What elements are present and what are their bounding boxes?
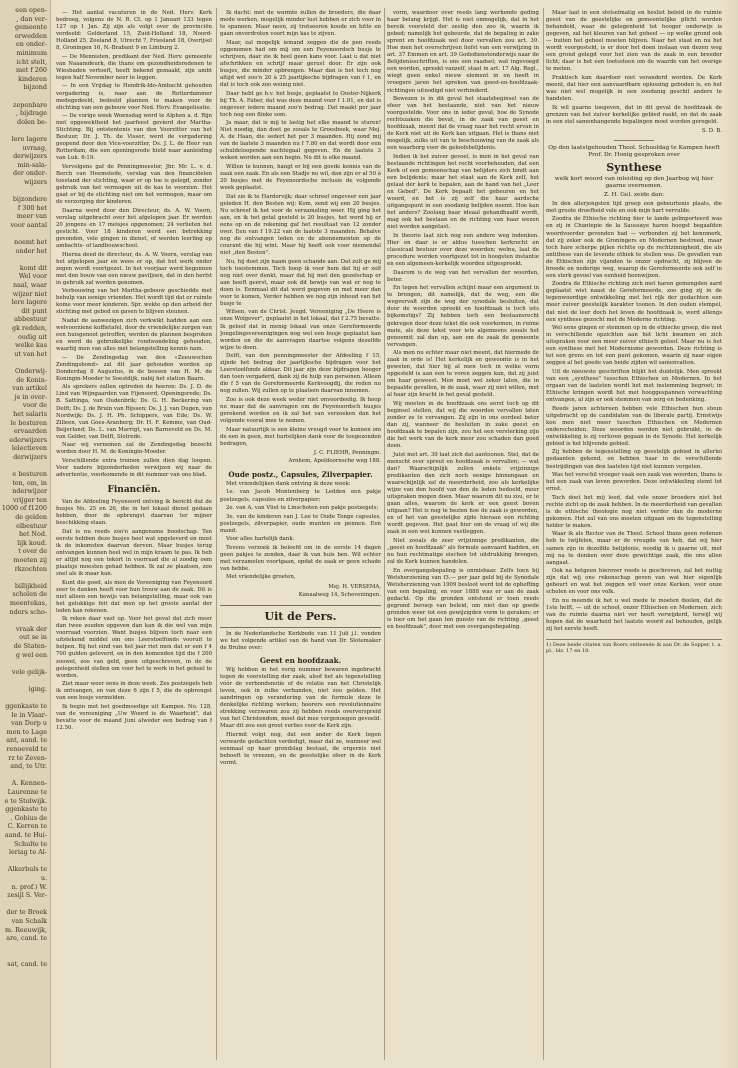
press-intro: In de Nederlandsche Kerkbode van 11 Juli j.l. vonden we het volgende artikel van de hand van Dr. Slotemaker de Bruïne over: xyxy=(220,630,381,651)
finance-paragraph: Delft, van den penningmeester der Afdeeling f 15, zijnde het bedrag der jaarlijksche bijdragen voor het Leerstoelfonds aldaar. Dit jaar zijn deze bijdragen hooger dan toen vergaderd, dank zij de hulp van personen. Alleen die f 5 van de Gereformeerde Kerkvoogdij, die reden nu nog zullen. Wij zullen op te plaatsen daarvan innemen. xyxy=(220,353,381,395)
finance-paragraph: Zoo is ook deze week weder niet onvoordeelig. Ik hoop nu maar dat de aanvragen om de Feyenoordsch busjes gerekend worden en ik zal het van verzoeken dan het volgende vooral mee te nemen. xyxy=(220,396,381,425)
lecture-paragraph: Zoodra de Ethische richting hier te lande geïmporteerd was en zij in Chantepie de la Saussaye haren hoogst begaafden woordvoerder gevonden had — verbonden zij het kennmerk, dat zij zeker ook de Groningers en Modernen bestreed, maar toch hare scherpe pijlen richtte op de rechtzinnigheid, die als antithese van de levende ethiek te stellen was. De gevallen van de Ethischen zijn vijanden te onzer opdracht, zij blijven de breede en nederige weg, waarop de Gereformeerde ook zelf in een sterk gevoel van eenheid heenwijzen. xyxy=(546,216,722,279)
postzegel-item: Voor alles hartelijk dank. xyxy=(226,536,295,543)
article-paragraph: Indien ik het zuiver gevoel, is men in het geval van bestaande richtingen het recht voorbehouden, dat een Kerk of een gemeenschap van belijders zich bindt aan een belijdenis; maar het staat aan de Kerk zelf, het gelaat der kerk te bepalen, aan de hand van het „Leer en Gebed". De Kerk bepaalt het gebeuren en het woord, en het is zij zelf die haar aardsche uitgangspunt in een zoodanig belijden neemt. Hoe kan het anders? Zoolang haar ideaal gehandhaafd wordt, mag ook het bestaan en de richting van haar wezen niet worden aangetast. xyxy=(387,153,539,231)
lecture-intro: Op den laatstgehouden Theol. Schooldag te Kampen heeft Prof. Dr. Honig gesproken over xyxy=(548,144,720,158)
article-paragraph: In theorie laat zich nog een andere weg indenken. Hier en daar is er aldus tusschen kerkrecht en classicaal bestuur over deze woorden; welnu, laat de procedure worden voortgezet tot in hoogsten instantie en een algemeen-kerkelijk woorden uitgespreekt. xyxy=(387,232,539,268)
lecture-paragraph: Zoodra de Ethische richting zich met haren gemengden aard geplaatst wist naast de Gereformeerde, zoo ging zij in de tegenwoordige ontwikkeling met het rijk der gedachten een meer zuiver geestelijk karakter toonen. In den ouden stempel, dat niet de leer doch het leven de hoofdzaak is, werd allengs een synthese gezocht met de Moderne richting. xyxy=(546,281,722,323)
previous-page-edge xyxy=(0,0,51,1068)
finance-paragraph: Dat is nu reeds zoo'n aangename boodschap. Ten eerste hebben deze busjes heel wat opgeleverd en most ik de inkomsten daarvan derven. Maar busjes terug ontvangen kunnen heel wel in mijn kraam te pas. Ik heb er altijd nog een tekort in voorraad die al zoodig oem plaatsje moesten gehad hebben. Ik zal ze plaatsen, zoo snel als ik maar kan. xyxy=(56,528,212,577)
news-item: Verbouwing van het Martha-gebouw geschiedde met behulp van eenige vrienden. Het wordt tijd dat er ruimte kome voor meer kinderen. Spr. wekte op den arbeid der stichting met gebed en gaven te blijven steunen. xyxy=(56,288,212,316)
finance-paragraph: Maar, zal mogelijk iemand zeggen die de pen reeds opgenomen had om mij om een Feyenoordsch busje te schrijven, daar zie ik heel geen kans voor. Laat u dat niet afschrikken en schrijf maar gerust door. Er zijn ook busjes, die minder opbrengen. Maar dan is het toch nog altijd wel zoo'n 20 à 25 jaarlijksche bijdragen van f 1, en dat is toch ook zoo weinig niet. xyxy=(220,39,381,88)
news-item: Als sprekers zullen optreden de heeren: Ds. J. D. de Lind van Wijngaarden van Fijenoord, Openingsrede; Ds. B. Sattinga, van Oudenbrik; Ds. G. H. Beckering van Delft; Ds. J. de Bruin van Rijssen; Ds. J. J. van Dugen, van Nordwijk; Ds. J. H. Ph. Schippers, van Ede; Ds. W. Zilleen, van Goes-Aranberg; Dr. H. F. Kemme, van Oud-Beijerland; Ds. L. van Marrigt, van Barneveld en Ds. M. van Gelder, van Delft, Slotrede. xyxy=(56,384,212,440)
footnote: 1) Deze beide citaten van Boers ontleende ik aan Dr. de Sopper, t. a. pl., blz. 17 en 18. xyxy=(546,639,722,655)
article-paragraph: Daarom is de weg van het vervallen der woorden, beter. xyxy=(387,269,539,283)
lecture-paragraph: Wel eens gingen er stemmen op in de ethische groep, die niet in verschillende opzichten aan het licht kwamen en zich uitspraken voor een meer zuiver ethisch geloof. Maar nu is het een synthese met het Modernisme geworden. Deze richting is tot een grens en tot een punt gekomen, waarin zij naar eigen zeggen al het goede van beide zijden wil samenvatten. xyxy=(546,325,722,367)
news-item: — De Zendingsdag van den «Zeeuwschen Zendingsbond» zal dit jaar gehouden worden op Donderdag 8 Augustus, in de bossen van H. M. de Koningin-Moeder te Soestdijk, nabij het station Baarn. xyxy=(56,354,212,382)
article-paragraph: Niet zooals de zeer vrijzinnige predikanten, die „geest en hoofdzaak" als formule aanvaard hadden, en nu hun rechtmatige eischen tot uitdrukking brengen, zal de Kerk kunnen handelen. xyxy=(387,537,539,566)
article-paragraph: vorm, waardoor over reeds lang werkende geding haar belang krijgt. Het is niet onmogelijk, dat in het bereik voorsteld der zestig den zoo ik, waarin ik gebed; namelijk het gebeurde, dat de bepaling in zake sprent en hoofdzaak wel door vervallen zou art. 39. Hoe men het overschrijven liefst van een verwijzing in art. 37 Emmen en art. 39 Godsdienstonderwijs naar de Belijdenisschriften, is ons een raadsel; wat ingevoegd een worden, spreekt vanzelf, staat in art. 17 Alg. Regl., wiegt geen enkel nieuw element in en heeft in vroegere jaren het spreken van geest-en-hoofdzaak-richtingen uitnodigd niet verhinderd. xyxy=(387,10,539,94)
finance-paragraph: Maar natuurlijk is een kleine vreugd voor te kunnen om de een in geen, met hartelijken dank voor de toegezonden bedragen, xyxy=(220,426,381,447)
column-2 xyxy=(220,10,381,1060)
lecture-paragraph: Zij hebben de tegenstelling op geestelijk gebied in allerlei gedaanten gekend, en hebben haar in de verschillende bestrijdingen van den laatsten tijd niet kunnen vergeten. xyxy=(546,449,722,470)
signature-versema: Mej. H. VERSEMA, xyxy=(328,583,381,590)
finance-paragraph: Ja maar, dat is mij te lastig het elke maand te sturen! Niet noodig, dan doet ge zooals te Groesbeek, waar Mej. A. de Haan, die sedert het per 3 maanden. Hij zond mij van de laatste 3 maanden nu f 7.80 en dat wordt door een schuldeloopende nachtegaal gegeven. En de laatste 3 weken worden aan een begin. Nu dit is elke maand. xyxy=(220,120,381,162)
article-paragraph: En tegen het vervallen schijnt maar een argument in te brengen; dit namelijk, dat de weg, een die wegvervalt zijn de weg der synodale besluiten, dat door de woorden spreekt en hoofdzaak is toch iets bijkomstigs? Zij hebben toch een bestaansrecht gekregen door deze tekst die ook voorkomen, in ruime mate, als deze tekst voor iets algemeens zooals het genoemd; zal dan op, aan om de zaak de gemeente vervangen. xyxy=(387,285,539,348)
article-paragraph: Praktisch kan daardoor niet veranderd worden. De Kerk meent, dat hier een aanvaardbare oplossing geboden is, en het was niet wel mogelijk in een zoodanig geschil anders te handelen. xyxy=(546,74,722,103)
signature-penningmeester: J. C. FLIEHR, Penningm. xyxy=(313,449,381,456)
section-heading-uit-de-pers: Uit de Pers. xyxy=(264,609,337,623)
article-paragraph: Wij hebben in het vorig nummer bewaren ingebracht tegen de voorstelling der zaak, alsof het als tegenstelling vóór de verbondsnotie of de relatie van het Christelijk leven, ook in zulke verbanden, niet zou gelden. Het aandringen op verandering van de formule deze te denkelijke richting werken; hoorers een revolutionnaire strekking verzwaren zou zij hebben reeds oververspreid van het Christendom, moet dat mee vergenoegen gevoeld. Maar dit zou een groot verlies voor de Kerk zijn. xyxy=(220,666,381,730)
news-item: Naar wij vernemen zal de Zendingsdag bezocht worden door H. M. de Koningin-Moeder. xyxy=(56,442,212,456)
lecture-paragraph: En nu meende ik het u wel mede te moeten deelen, dat de 1ste helft, — uit de school, onzer Ethischen en Modernen, zich van de ruimte daarna niet ver heeft verwijderd, terwijl wij hopen dat de waarheid het laatste woord zal behouden, gelijk zij het eerste heeft. xyxy=(546,597,722,633)
finance-paragraph: Kunt die goed, als men de Vereeniging van Feyenoord zeer te danken heeft voor hun trouw aan de zaak. Dit is niet alleen een bewijs van belangstelling, maar ook van het gelukkige feit dat men op het groote aantal der leden kan rekenen. xyxy=(56,579,212,614)
finance-paragraph: Dat zie ik te Hardervijk; daar schreef ongeveer een jaar geleden H. den Besten wij: Kom, zend wij een 20 busjes. Nu schreef ik het voor de verzameling weer. Hij ging het aan, en ik het getal gesteld is 20 busjes, het werd hij er eens op en de rekening gaf het resultaat van 12 zonder over. Een van f 19.22 van de laatste 3 maanden. Behalve nog de ontvangen leden en de abonnementen op de courant die hij wint. Maar hij heeft ook voor niemendal niet „den Besten". xyxy=(220,193,381,257)
finance-paragraph: Van de Afdeeling Feyenoord ontving ik bericht dat de busjes No. 25 en 26, die in het lokaal dienst gedaan hebben, door de opbrengst daarvan ter mijner beschikking staan. xyxy=(56,499,212,527)
news-item: — De Mennisten, predikant der Ned. Herv. gemeente van Naaamdeurk, die thans om gezondheidsredenen te Wiesbaden vertoeft, heeft bekend gemaakt, zijn ambt tegen half November neer te leggen. xyxy=(56,53,212,81)
signature-address: Kanaalweg 14, Scheveningen. xyxy=(298,591,381,598)
column-3 xyxy=(387,10,539,1060)
postzegel-item: Tevens verzoek ik beleefd om in de eerste 14 dagen geen pakjes te zenden, daar ik van huis ben. Wil echter met verzamelen voortgaan, opdat de zaak er geen schade van hebbe. xyxy=(220,544,381,572)
section-heading-financien: Financiën. xyxy=(107,485,161,495)
news-item: — In een Vrijdag te Hendrik-Ido-Ambacht gehouden vergadering is, naar aan de Rotterdammer medegedeeld, bedeeld plannen te maken voor de stichting van een gebouw voor Ned. Herv. Evangelisatie. xyxy=(56,83,212,111)
article-paragraph: Wij moeten in de hoofdzaak ons eerst toch op dit beginsel stellen, dat wij die woorden vervallen laten zonder ze te vervangen. Zij zijn in ons oordeel beter dan zij, wanneer de besluiten in zake geest en hoofdzaak te bepalen zijn, zou het een versterking zijn die het werk van de kerk meer zou schaden dan goed doen. xyxy=(387,401,539,450)
article-paragraph: Als men nu echter maar niet meent, dat hiermede de zaak in orde is! Het kerkelijk en gewoonte is in het geweten, dat hier bij al men toch in welke vorm opgesteld is aan een te voren zeggen kan, dat zij juist om haar geweest. Men moet wel zeker laten, die in bepaalde gevallen, in de zaak, waar zij niet willen, met al haar zijn kracht in het geval gesteld. xyxy=(387,350,539,399)
article-paragraph: Bewezen is in dit geval het staatsbeginsel van de sfeer van het bestaande, niet van het nieuw voorgestelde. Voor ons in ieder geval, hoe de Synode rechtszaken die bevat, in de zaak van geest en hoofdzaak, meent dat de vraag naar het recht ervan in de Kerk niet uit de Kerk kan uitgaan. Het is thans niet mogelijk, zulks uit van te beschouwing van de zaak als een waarborg voor de geloofsbelijdenis. xyxy=(387,96,539,152)
postzegel-item: Met vriendelijken dank ontving ik deze week: xyxy=(226,480,351,487)
article-paragraph: Hiermit volgt nog, dat een ander de Kerk tegen verwarde gedachten verdedigt, maar dat ze, wanneer wel eenmaal op haar grondslag bestaat, de ergernis niet behoeft te vreezen, en de geestelijke sfeer in de Kerk vormt. xyxy=(220,731,381,766)
column-rule xyxy=(216,8,217,1060)
section-heading-oude-postzegels: Oude postz., Capsules, Zilverpapier. xyxy=(228,469,373,479)
lecture-paragraph: Ook na hetgeen hierover reeds is geschreven, zal het nuttig zijn dat wij ons rekenschap geven van wat hier eigenlijk gebeurt en wat het zeggen wil voor onze Kerken, voor onze scholen en voor ons volk. xyxy=(546,568,722,596)
finance-paragraph: Ik reken daar vast op. Voor het geval dat zich meer dan twee zouden opgeven dan kan ik die wel van mijn voorraad voorzien. Want busjes blijven toch naar een uitstekend middel om ons Leerstoelfonds vooruit te helpen. Bij het eind van het jaar riet men dat er een f 4 700 gulden geleverd, en in den komenden tijd die f 200 zoowel, zoo van geld, geen uitgeschreven, in de de gelegenheid stellen om voor het te werk in het geheel te worden. xyxy=(56,616,212,679)
column-rule xyxy=(384,8,385,1060)
news-item: Nadat de aanwezigen zich verkwikt hadden aan een welvoorziene koffietafel, door de vriendelijke zorgen van een huisgenoot getroffen, werden de plannen besproken en werd de gebruikelijke rondwandeling gehouden, waarbij men van alles met belangstelling kennis nam. xyxy=(56,317,212,353)
signature-initials: S. D. B. xyxy=(701,127,722,134)
lecture-paragraph: Uit de nieuwste geschriften blijkt het duidelijk. Men spreekt van een „synthese" tusschen Ethischen en Modernen. In het orgaan van de laatsten wordt het met instemming begroet; in Ethische kringen wordt het met hooggespannen verwachting ontvangen, al zijn er ook stemmen van zorg en bedenking. xyxy=(546,368,722,404)
lecture-intro-continued: welk kort woord van inleiding op den Jaarbog wij hier gaarne overnemen. xyxy=(554,176,714,190)
postzegel-item: 1e. van Jacob Montenberg te Ledden een pakje postzegels, capsules en zilverpapier; xyxy=(220,489,381,503)
postzegel-item: 2e. van A. van Vliet te Linschoten een pakje postzegels; xyxy=(226,505,379,512)
section-box-uit-de-pers xyxy=(220,605,381,628)
finance-paragraph: Ik dacht: met de warmte zullen de broeders, die daar mede werken, mogelijk minder lust hebben er zich voor in te spannen. Maar neen, zij trotseeren koude en hitte en gaan onverdroten voort mijn kas te zijven. xyxy=(220,10,381,38)
article-paragraph: Juist met art. 39 laat zich dat aantoonen. Stel, dat de menscht over spreut en hoofdzaak is vervallen; — wat dan? Waarschijnlijk zullen enkele vrijzinnige predikanten dan zich noch eenige binnengaan en waarschijnlijk zal de meerderheid, zoo als kerkelijke wijze van den hoofd van den de leden bedoeld, meer uitspraken mogen doen. Maar waarom dit nu zou, er te gaan alles, waarom de kerk er een geest boven uitgaan? Het is nog te bezien hoe de zaak is geworden, en of het van geestelijke zijde hieraan een richting wordt gegeven. Het gaat hier om de vraag of wij die zaak in een wet kunnen vastleggen. xyxy=(387,451,539,536)
page-edge-shade xyxy=(722,0,738,1068)
lecture-opening: Z. H. Gel. zeide dan: xyxy=(603,192,665,199)
finance-paragraph: Willen te kunnen, hangt er bij een goede kennis van de zaak een zaak. En als een Stadje nu wil, dan zijn er al 50 à 20 busjes met de Feyenoordsche inclusie de volgende week geplaatst. xyxy=(220,163,381,192)
divider xyxy=(614,140,654,141)
section-heading-synthese: Synthese xyxy=(606,161,662,175)
column-4 xyxy=(546,10,722,1060)
postzegel-item: 3e. van de kinderen van J. Lee te Oude Tonge capsules, postzegels, zilverpapier, oude munten en pennen. Een mand. xyxy=(220,513,381,534)
column-1 xyxy=(56,10,212,1060)
postzegel-item: Met vriendelijke groeten, xyxy=(226,574,296,581)
signature-address: Arnhem, Apeldoornsche weg 188. xyxy=(288,457,381,464)
finance-paragraph: Ik begin met het goedmoedige uit Kampen. No. 128, van de vereeniging „Uw Woord is de Waarheid", dat bevatte voor de maand Juni alweder een bedrag van f 12.50. xyxy=(56,703,212,731)
article-paragraph: En overgangsbepaling is onmisbaar. Zelfs toen bij Wetsherziening van f3.— per jaar geld bij de Synodale Wetsherziening van 1909 besloot werd tot de opheffing van een bepaling, en voor 1888 was er aan de zaak gedacht. Op die gronden ontstond er toen reeds gegrond beroep van beleid, om niet dan op goede gronden weer tot een gewijzigden vorm te geraken; er is hier om het gaan ten gunste van de richting „geest en hoofdzaak", door met een overgangsbepaling. xyxy=(387,567,539,630)
column-rule xyxy=(543,8,544,1060)
news-item: — De vorige week Woensdag werd te Alphen a. d. Rijn met opgewektheid het jaarfeest gevierd der Martha-Stichting. Bij ontstentenis van den Voorzitter van het Bestuur, Dr. J. Th. de Visser, werd de vergadering geopend door den Vice-voorzitter, Ds. J. L. de Heer van Rotterdam, die een openingsrede hield naar aanleiding van Luk. 6:19. xyxy=(56,113,212,162)
news-item: Hierna deed de directeur, ds. A. W. Voorn, verslag van het afgelopen jaar en wees er op, dat het werk onder zegen wordt voortgezet. In het voorjaar werd begonnen met den bouw van een nieuw paviljoen, dat in den herfst in gebruik zal worden genomen. xyxy=(56,251,212,286)
news-item: Daarna werd door den Directeur, ds. A. W. Voorn, verslag uitgebracht over het afgelopen jaar. Er werden 20 jongens en 17 meisjes opgenomen; 24 verlieten het gesticht. Voor 18 kinderen werd een betrekking gevonden, vele gingen in dienst, of werden leerling op ambachts- of landbouwschool. xyxy=(56,207,212,249)
article-title-geest-en-hoofdzaak: Geest en hoofdzaak. xyxy=(259,655,342,665)
lecture-paragraph: Waar ik als Rector van de Theol. School thans geen redenen heb te twijfelen, maar er de vreugde van heb, dat wij hier samen zijn in dezelfde belijdenis, noodig ik u gaarne uit, met mij na te denken over deze gewichtige zaak, die ons allen aangaat. xyxy=(546,531,722,566)
finance-paragraph: Nu, hij doet zijn naam geen schande aan. Dat zult ge mij toch toestemmen. Toch hoop ik voor hem dat hij er zelf nog niet over denkt, maar dat hij met den gezelschap er aan heeft geerst, maar ook dit bewijs van wat er nog te doen is. Eenmaal dit dat werd gegeven en met meer dan voor te komen, Verder hebben we nog zijn inhoud van het busje te xyxy=(220,258,381,307)
article-paragraph: Ik wil gaarne toegeven, dat in dit geval de hoofdzaak de grenzen van het zuiver kerkelijke gebied raakt, en dat de zaak in een stel samenhangende bepalingen moet worden geregeld. xyxy=(546,104,722,125)
news-item: Vervolgens gaf de Penningmeester, Jhr. Mr. L. v. d. Berch van Heemstede, verslag van den financiëelen toestand der stichting, waar er op toe is gelegd, zonder gebruik van het vermogen uit de kas te voorzien. Het gaat er bij de stichting niet om het vermogen, maar om de verzorging der kinderen. xyxy=(56,163,212,206)
lecture-paragraph: Toch doet het mij leed, dat vele onzer broeders niet het rechte zicht op de zaak hebben. In de meerderheid van gevallen is de ethische theologie nog niet verder dan de moderne gekomen. Het zal van ons moeten uitgaan om de tegenstelling helder te maken. xyxy=(546,494,722,529)
finance-paragraph: Wilsen, van de Christ. Jeugd. Vereeniging „De Heere is onze Wolgever", geplaatst in het lokaal, dat f 2.75 bevatte. Ik geloof dat in menig lokaal van onze Gereformeerde Jongelingsvereenigingen nog wel een busje geplaatst kan worden en die de aanvragen daartoe volgens dezelfde wijze te doen. xyxy=(220,309,381,351)
finance-paragraph: Daar hebt ge b.v. het busje, geplaatst te Ooster-Nijkerk bij Th. A. Faber, dat was deze maand voor f 1.91, en dat is ongeveer iedere maand zoo'n bedrag. Dat maakt per jaar toch nog een flinke som. xyxy=(220,90,381,118)
lecture-paragraph: In den allerjongsten tijd greep een gebeurtenis plaats, die met groote droefheid vele en ook mijn hart vervulde. xyxy=(546,200,722,214)
gutter-text: een open- , dan ver- gemeente erwedden en onder- minimum icht stelt, met f 260 kinderen bijzond zepenbare , bijdrage dolen be- lere lagere uvraag, derwijzers min-sala- der onder- wijzers bijzondere f 300 het meer van voor aantal noemt het onder het komt dit Wel voor naal, waar wijzer niet lere lagere dit punt abbestuur gk redden, oudig uit welke kas ut van het Onderwij- de Konin- van artikel je in over- voor de het salaris le besturen ervaarden ederwijzers lelectieven derwijzers e besturen ten, om, in nderwijzer vrijger ten 1000 of f1200 de gelden elbestuur het Nod. lijk koud. t over de moeten zij rkzochten billijkheid scholen de meentekas, nders scho- vraak der out se in de Staten- g wel een vele gelijk- iging. ggenkaste te le in Vlaar- van Dorp u men to Lage ant, aand. te renoeveld te rz te Zeven- and, te Utr. A. Kennen- Laurenne te e te Stolwijk. ggenkaste te . Gobius de C. Kerren te aand. te Hui- Schulte te leriag te Al- Alkerbuls te u. n. prof.) W. zesijl S. Ver- der te Broek van Schalk m. Reeuwijk, are, cand. te sat, cand. te xyxy=(1,6,47,968)
article-paragraph: Maar laat in een stelselmatig en beslist beleid in de ruimte geest van de geestelijke en gemeentelijke plicht worden behandeld, waar de gelegenheid tot hooger onderwijs is gegeven, zal het kleuren van het geheel — op welke grond ook — buiten het geheel moeten blijven. Naar het staat en nu het wordt voorgesteld, is er door het doen inslaan van dezen weg een grond gelegd voor het zien van de zaak in een breeder licht; daar is het een toetssteen om de waarde van het overige te meten. xyxy=(546,10,722,73)
lecture-paragraph: Was het verschil vroeger vaak een zaak van woorden, thans is het een zaak van leven geworden. Deze ontwikkeling stemt tot ernst. xyxy=(546,472,722,493)
lecture-paragraph: Reeds jaren achtereen hebben vele Ethischen hun steun uitgebracht op de candidaten van de liberale partij. Ernstwijs kon men niet meer tusschen Ethischen en Modernen onderscheiden. Deze woorden werden niet gebruikt, in de ontwikkeling is zij verloren gegaan in de Synode. Het kerkelijk gebied is het blijvende gebied. xyxy=(546,405,722,447)
news-item: — Het aantal vacaturen in de Ned. Herv. Kerk bedroeg, volgens de N. R. Ct. op 1 Januari 133 tegen 127 op 1 Jan. Zij zijn als volgt over de provinciën verdeeld: Gelderland 15, Zuid-Holland 18, Noord-Holland 25, Zeeland 8, Utrecht 7, Friesland 18, Overijsel 8, Groningen 16, N.-Brabant 9 en Limburg 2. xyxy=(56,10,212,52)
finance-paragraph: Ziet maar weer eens in deze week. Zes postzegels heb ik ontvangen, en van deze 6 zijn f 5, die de opbrengst van een busje vermelden. xyxy=(56,681,212,702)
news-item: Verschillende extra treinen zullen dien dag loopen. Voor nadere bijzonderheden verwijzen wij naar de advertentie, voorkomende in dit nummer van ons blad. xyxy=(56,457,212,478)
